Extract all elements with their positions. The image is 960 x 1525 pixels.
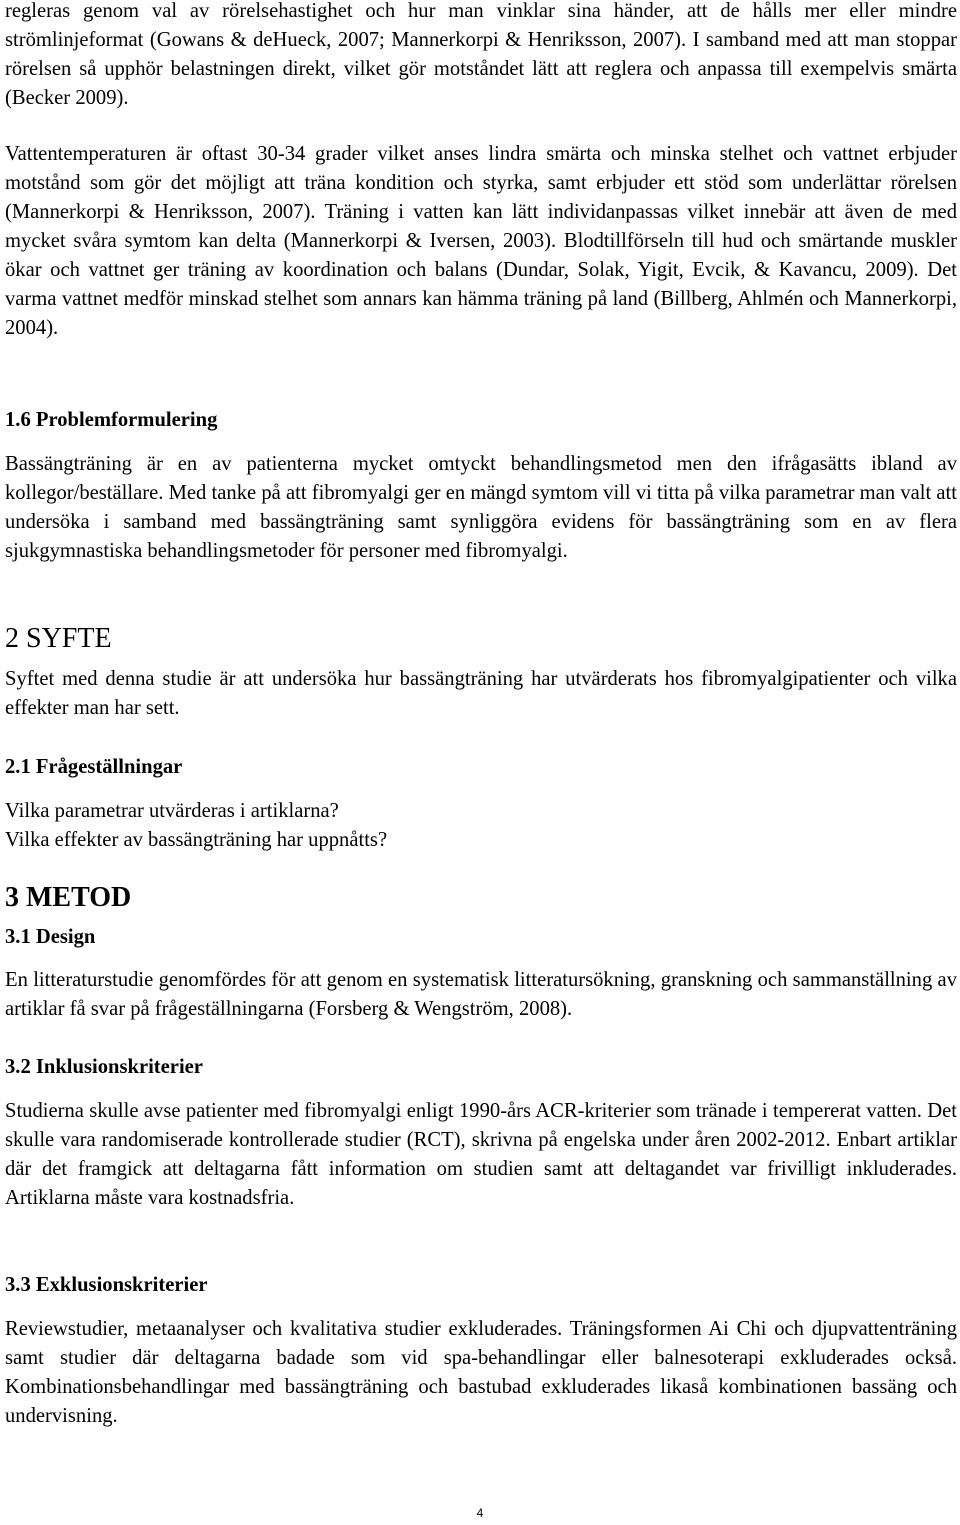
paragraph-design: En litteraturstudie genomfördes för att genom en systematisk litteratursökning, granskning och sammanställning av artiklar få svar på frågeställningarna (Forsberg & Wengström, 2008). <box>5 969 957 1020</box>
paragraph-water-temperature: Vattentemperaturen är oftast 30-34 grader vilket anses lindra smärta och minska stelhet och vattnet erbjuder motstånd som gör det möjligt att träna kondition och styrka, samt erbjuder ett stöd som underlättar rörelsen (Mannerkorpi & Henriksson, 2007). Träning i vatten kan lätt individanpassas vilket innebär att även de med mycket svåra symtom kan delta (Mannerkorpi & Iversen, 2003). Blodtillförseln till hud och smärtande muskler ökar och vattnet ger träning av koordination och balans (Dundar, Solak, Yigit, Evcik, & Kavancu, 2009). Det varma vattnet medför minskad stelhet som annars kan hämma träning på land (Billberg, Ahlmén och Mannerkorpi, 2004). <box>5 143 957 339</box>
heading-design: 3.1 Design <box>5 926 96 948</box>
heading-metod: 3 METOD <box>5 882 132 913</box>
paragraph-problemformulering: Bassängträning är en av patienterna mycket omtyckt behandlingsmetod men den ifrågasätts ibland av kollegor/beställare. Med tanke på att fibromyalgi ger en mängd symtom vill vi titta på vilka parametrar man valt att undersöka i samband med bassängträning samt synliggöra evidens för bassängträning som en av flera sjukgymnastiska behandlingsmetoder för personer med fibromyalgi. <box>5 453 957 562</box>
heading-syfte: 2 SYFTE <box>5 623 112 654</box>
paragraph-exklusionskriterier: Reviewstudier, metaanalyser och kvalitativa studier exkluderades. Träningsformen Ai Chi och djupvattenträning samt studier där deltagarna badade som vid spa-behandlingar eller balnesoterapi exkluderades också. Kombinationsbehandlingar med bassängträning och bastubad exkluderades likaså kombinationen bassäng och undervisning. <box>5 1318 957 1427</box>
paragraph-intro-continued: regleras genom val av rörelsehastighet och hur man vinklar sina händer, att de hålls mer eller mindre strömlinjeformat (Gowans & deHueck, 2007; Mannerkorpi & Henriksson, 2007). I samband med att man stoppar rörelsen så upphör belastningen direkt, vilket gör motståndet lätt att reglera och anpassa till exempelvis smärta (Becker 2009). <box>5 0 957 109</box>
page-number: 4 <box>476 1506 484 1520</box>
heading-fragestallningar: 2.1 Frågeställningar <box>5 756 183 778</box>
paragraph-inklusionskriterier: Studierna skulle avse patienter med fibromyalgi enligt 1990-års ACR-kriterier som tränade i tempererat vatten. Det skulle vara randomiserade kontrollerade studier (RCT), skrivna på engelska under åren 2002-2012. Enbart artiklar där det framgick att deltagarna fått information om studien samt att deltagandet var frivilligt inkluderades. Artiklarna måste vara kostnadsfria. <box>5 1100 957 1209</box>
question-parameters: Vilka parametrar utvärderas i artiklarna? <box>5 800 339 822</box>
question-effects: Vilka effekter av bassängträning har uppnåtts? <box>5 829 388 851</box>
paragraph-syfte: Syftet med denna studie är att undersöka hur bassängträning har utvärderats hos fibromyalgipatienter och vilka effekter man har sett. <box>5 668 957 719</box>
heading-inklusionskriterier: 3.2 Inklusionskriterier <box>5 1056 203 1078</box>
heading-exklusionskriterier: 3.3 Exklusionskriterier <box>5 1274 208 1296</box>
heading-problemformulering: 1.6 Problemformulering <box>5 409 218 431</box>
